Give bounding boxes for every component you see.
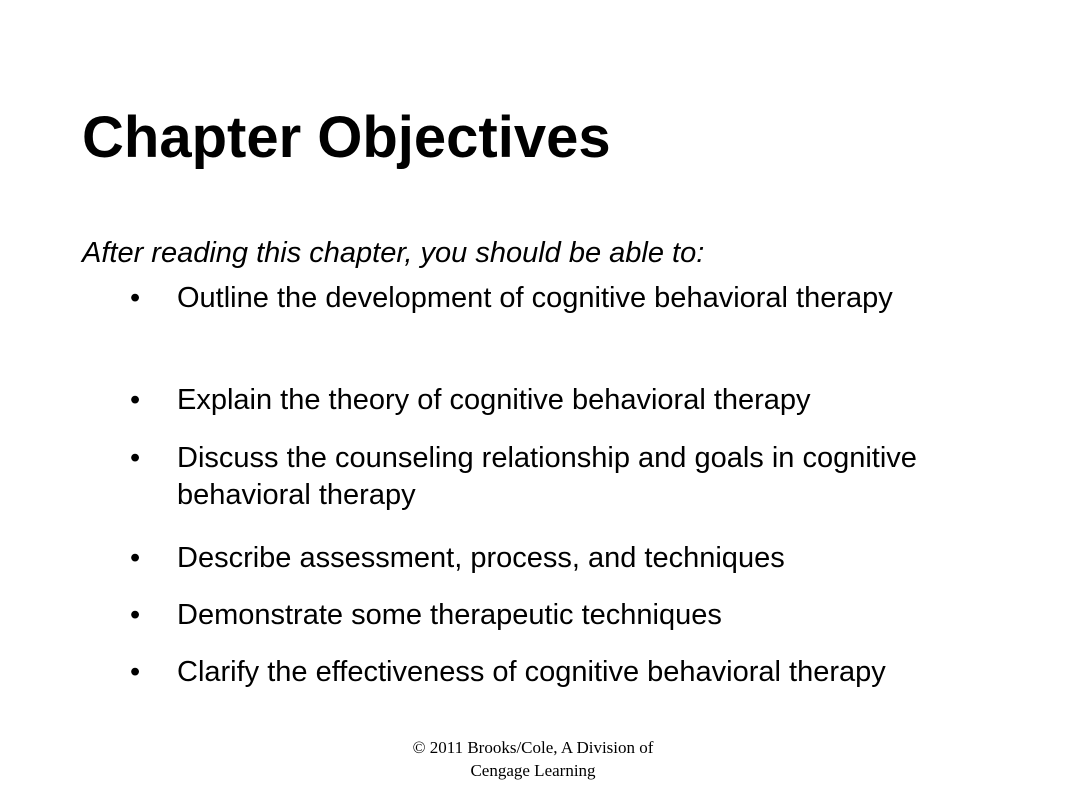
objective-text: Clarify the effectiveness of cognitive behavioral therapy: [177, 656, 886, 688]
bullet-icon: •: [130, 384, 141, 416]
slide-title: Chapter Objectives: [82, 105, 611, 170]
copyright-line-1: © 2011 Brooks/Cole, A Division of: [412, 738, 654, 757]
objective-text: Describe assessment, process, and techniques: [177, 542, 785, 574]
bullet-icon: •: [130, 282, 141, 314]
copyright-line-2: Cengage Learning: [470, 761, 596, 780]
bullet-icon: •: [130, 599, 141, 631]
bullet-icon: •: [130, 656, 141, 688]
objective-item: [130, 440, 990, 514]
copyright-footer: [333, 736, 733, 782]
objective-item: [130, 280, 990, 317]
bullet-icon: •: [130, 442, 141, 474]
objective-text: Demonstrate some therapeutic techniques: [177, 599, 722, 631]
bullet-icon: •: [130, 542, 141, 574]
intro-text: After reading this chapter, you should be able to:: [82, 237, 705, 269]
objective-item: [130, 382, 990, 419]
objective-item: [130, 540, 990, 577]
objective-text: Discuss the counseling relationship and goals in cognitive behavioral therapy: [177, 442, 917, 511]
objective-text: Outline the development of cognitive behavioral therapy: [177, 282, 893, 314]
objective-item: [130, 654, 990, 691]
objective-text: Explain the theory of cognitive behavioral therapy: [177, 384, 811, 416]
objective-item: [130, 597, 990, 634]
